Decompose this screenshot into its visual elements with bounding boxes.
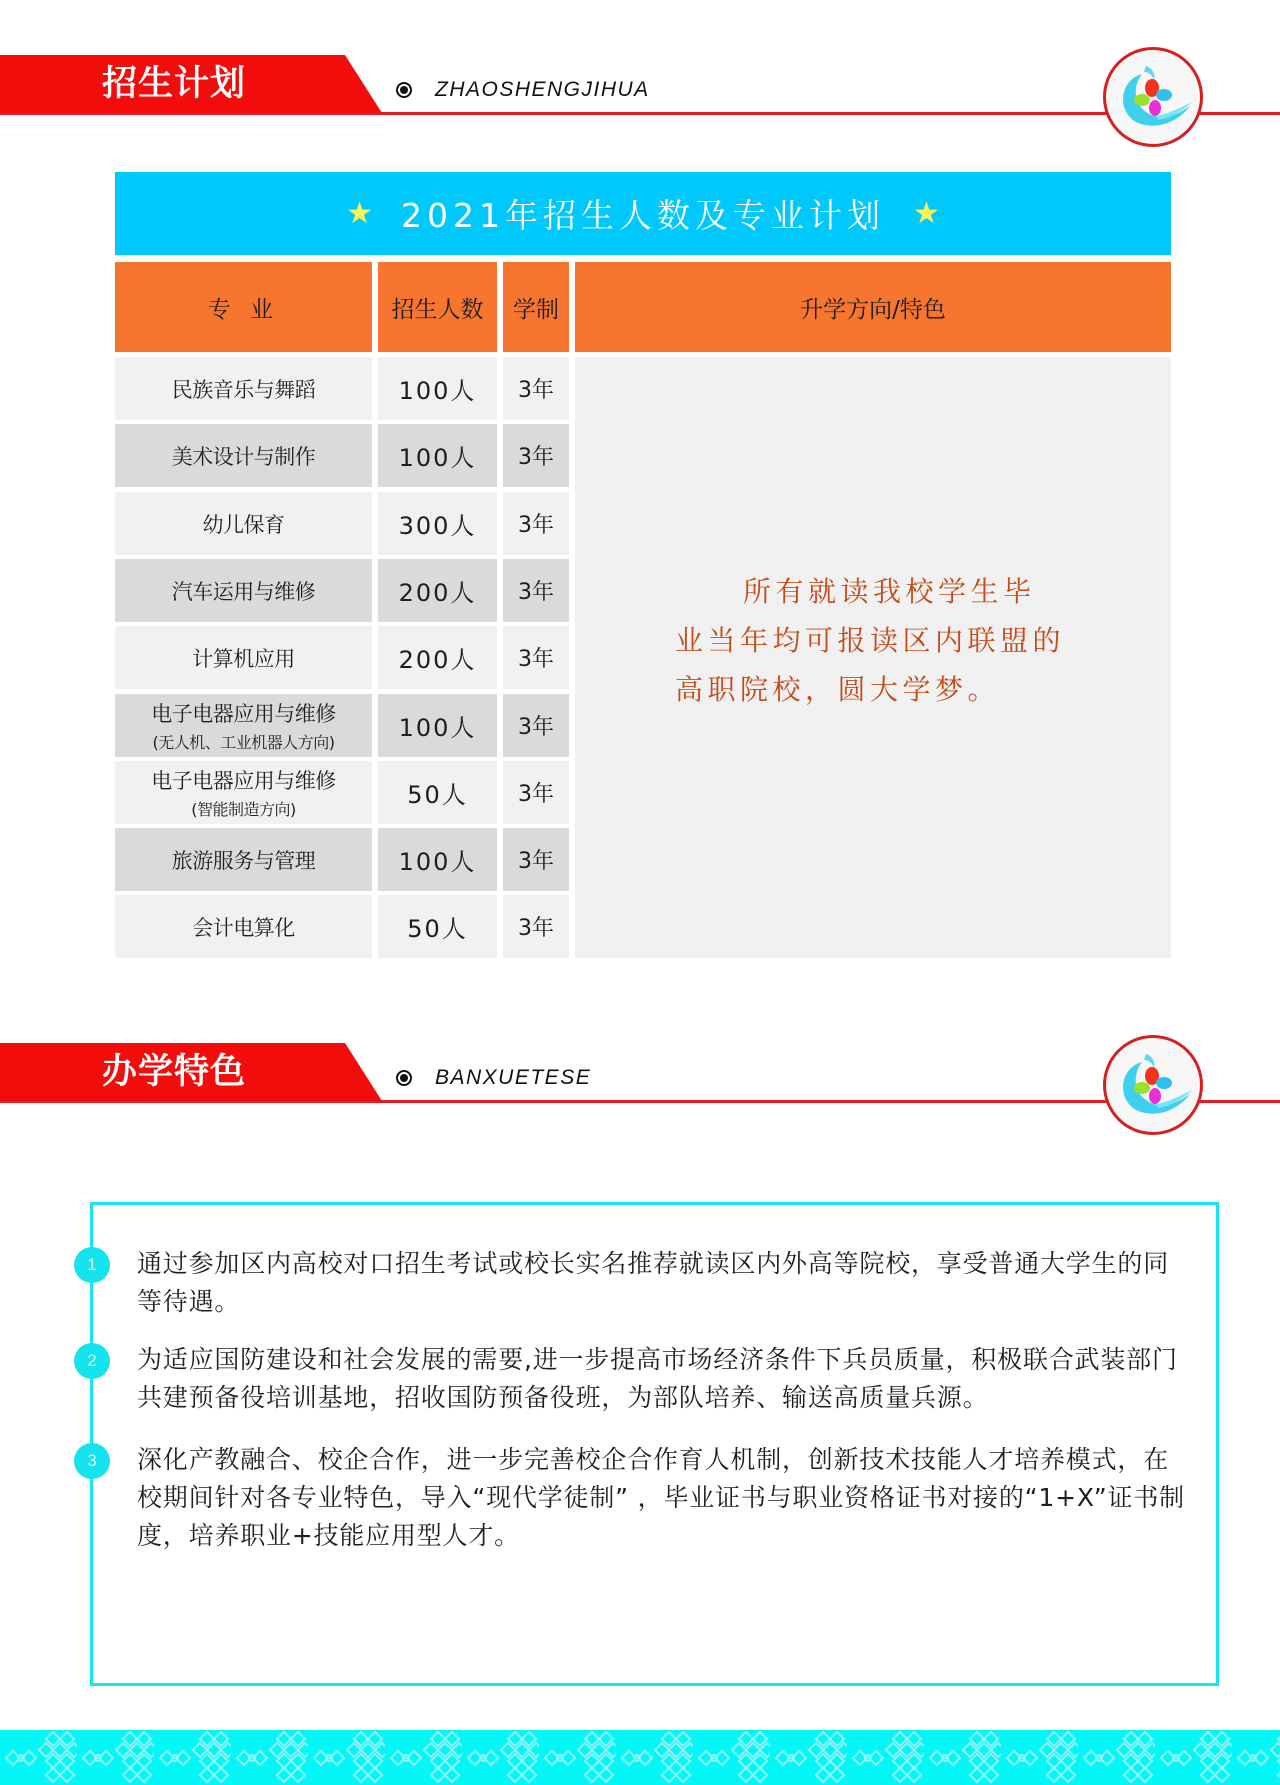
bullet-target-icon [396,1070,412,1086]
major-name: 计算机应用 [192,646,295,671]
direction-note: 所有就读我校学生毕业当年均可报读区内联盟的高职院校，圆大学梦。 [675,575,1066,706]
decorative-pattern-band [0,1730,1280,1785]
duration-years: 3年 [518,378,554,403]
major-cell [115,694,372,757]
major-name: 会计电算化 [192,915,295,940]
enrollment-count: 100人 [398,377,477,405]
duration-years: 3年 [518,445,554,470]
enrollment-count: 50人 [407,781,468,809]
enrollment-count: 100人 [398,714,477,742]
major-cell [115,492,372,555]
star-icon: ★ [912,196,940,231]
duration-cell [503,424,569,487]
major-cell [115,895,372,958]
table-title-banner [115,172,1171,255]
number-badge: 1 [74,1247,110,1283]
column-header-major: 专 业 [115,262,372,352]
major-direction: (智能制造方向) [191,800,296,819]
enrollment-cell [378,424,497,487]
enrollment-count: 100人 [398,848,477,876]
duration-years: 3年 [518,647,554,672]
major-cell [115,424,372,487]
duration-cell [503,761,569,824]
duration-years: 3年 [518,513,554,538]
enrollment-cell [378,694,497,757]
duration-years: 3年 [518,580,554,605]
enrollment-cell [378,828,497,891]
duration-years: 3年 [518,715,554,740]
duration-years: 3年 [518,849,554,874]
bullet-target-icon [396,82,412,98]
enrollment-cell [378,761,497,824]
lattice-pattern-icon [0,1730,1280,1785]
major-cell [115,761,372,824]
major-cell [115,559,372,622]
duration-cell [503,559,569,622]
number-badge: 2 [74,1343,110,1379]
enrollment-count: 300人 [398,512,477,540]
section-title: 招生计划 [102,64,247,104]
duration-cell [503,357,569,420]
enrollment-cell [378,559,497,622]
section-header-school-features [0,988,1280,1118]
major-cell [115,828,372,891]
direction-cell [575,357,1171,958]
number-badge: 3 [74,1443,110,1479]
major-direction: (无人机、工业机器人方向) [152,733,335,752]
duration-cell [503,828,569,891]
feature-item-text: 深化产教融合、校企合作，进一步完善校企合作育人机制，创新技术技能人才培养模式，在校期间针对各专业特色，导入“现代学徒制” ，毕业证书与职业资格证书对接的“1+X”证书制度，培养职业+技能应用型人才。 [137,1445,1185,1550]
duration-cell [503,895,569,958]
major-name: 美术设计与制作 [171,444,316,469]
enrollment-count: 200人 [398,646,477,674]
major-name: 电子电器应用与维修 [151,769,336,793]
table-title: 2021年招生人数及专业计划 [401,196,885,235]
duration-cell [503,626,569,689]
duration-cell [503,492,569,555]
column-header-direction: 升学方向/特色 [575,262,1171,352]
enrollment-count: 200人 [398,579,477,607]
enrollment-cell [378,895,497,958]
major-name: 汽车运用与维修 [171,579,316,604]
column-header-duration: 学制 [503,262,569,352]
enrollment-cell [378,492,497,555]
major-cell [115,626,372,689]
school-logo-icon [1103,1035,1203,1135]
major-name: 旅游服务与管理 [171,848,316,873]
duration-years: 3年 [518,782,554,807]
duration-cell [503,694,569,757]
section-title: 办学特色 [102,1052,247,1092]
feature-item-text: 为适应国防建设和社会发展的需要,进一步提高市场经济条件下兵员质量，积极联合武装部门共建预备役培训基地，招收国防预备役班，为部队培养、输送高质量兵源。 [137,1345,1178,1412]
feature-item-text: 通过参加区内高校对口招生考试或校长实名推荐就读区内外高等院校，享受普通大学生的同等待遇。 [137,1249,1170,1316]
section-pinyin: BANXUETESE [435,1066,592,1089]
major-name: 民族音乐与舞蹈 [171,377,316,402]
duration-years: 3年 [518,916,554,941]
enrollment-count: 100人 [398,444,477,472]
major-name: 幼儿保育 [202,512,285,537]
section-pinyin: ZHAOSHENGJIHUA [435,78,650,101]
column-header-enrollment: 招生人数 [378,262,497,352]
enrollment-cell [378,626,497,689]
school-logo-icon [1103,47,1203,147]
star-icon: ★ [346,196,373,231]
major-name: 电子电器应用与维修 [151,702,336,726]
enrollment-cell [378,357,497,420]
enrollment-count: 50人 [407,915,468,943]
major-cell [115,357,372,420]
section-header-enrollment-plan [0,0,1280,130]
